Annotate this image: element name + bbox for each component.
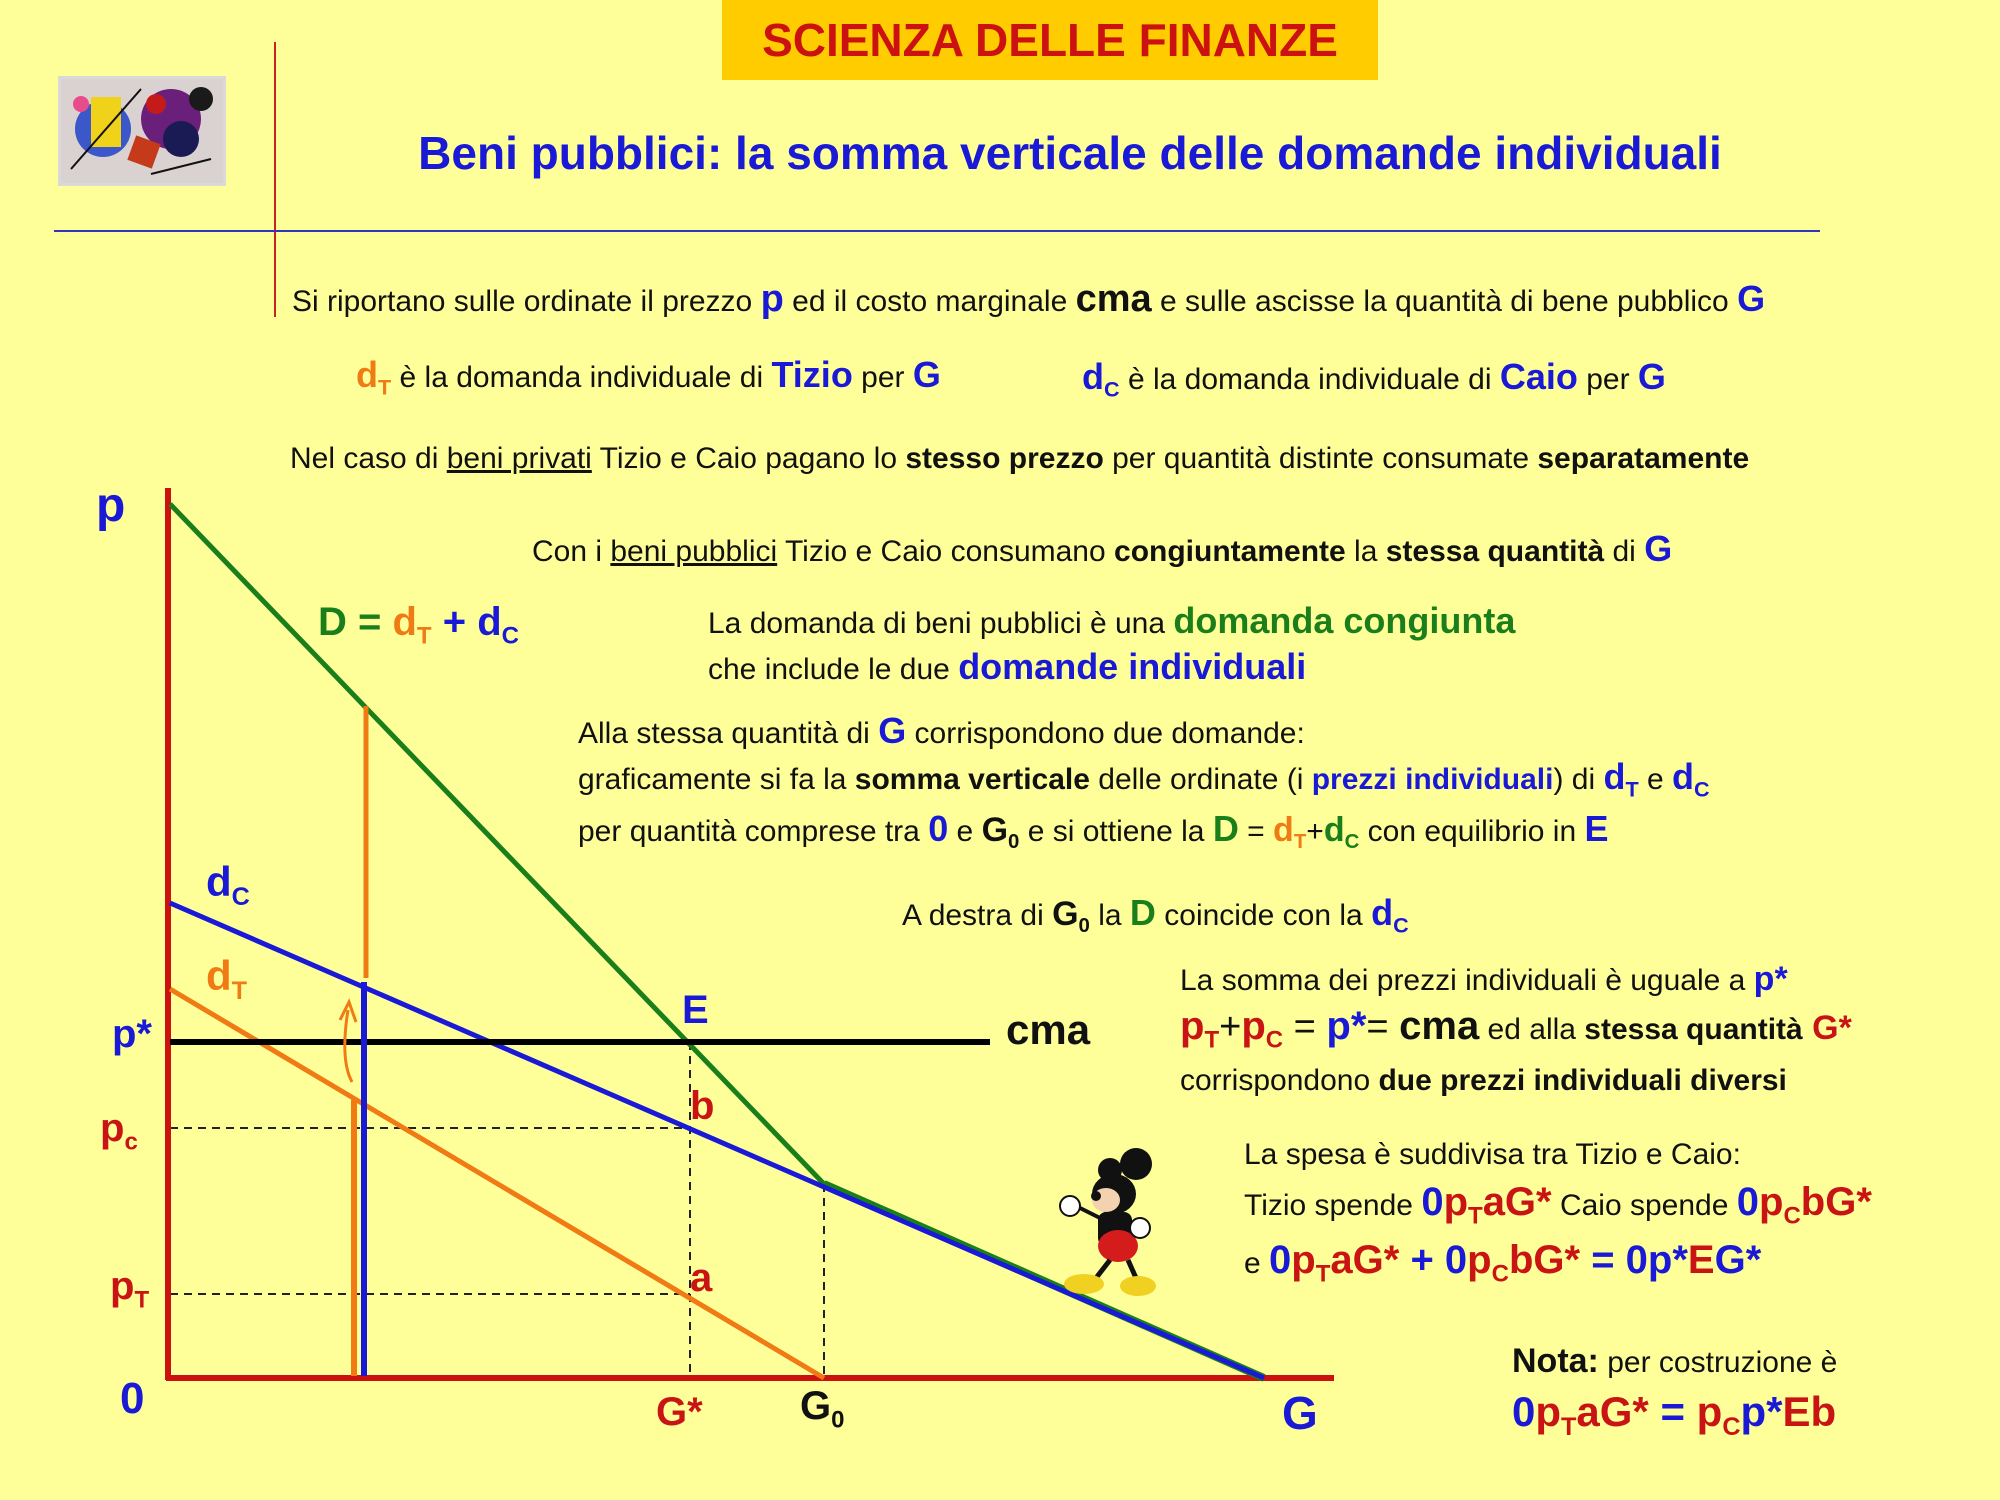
- formula-part: 0: [1512, 1388, 1536, 1435]
- bold-term: separatamente: [1537, 442, 1750, 475]
- intro-cma: cma: [1075, 278, 1152, 320]
- zero-symbol: 0: [928, 808, 949, 849]
- cma-symbol: cma: [1399, 1004, 1480, 1048]
- dc-sub: C: [1344, 831, 1360, 854]
- underlined-term: beni pubblici: [610, 535, 778, 568]
- definition-dc: [1082, 356, 1666, 402]
- plus-sign: +: [1399, 1238, 1445, 1282]
- text-part: La domanda di beni pubblici è una: [708, 607, 1174, 640]
- pt-tick: [110, 1264, 150, 1314]
- vertical-divider: [274, 42, 276, 317]
- intro-g: G: [1737, 278, 1766, 319]
- intro-part: Si riportano sulle ordinate il prezzo: [292, 285, 761, 318]
- equals-sign: =: [1366, 1006, 1400, 1048]
- dt-sub: T: [416, 622, 432, 650]
- D-curve-label: [318, 600, 519, 650]
- note-line1: [1512, 1342, 1837, 1381]
- formula-part: E: [1782, 1388, 1811, 1435]
- g-symbol: G: [878, 710, 907, 751]
- header-banner: [722, 0, 1378, 80]
- formula-part: p*: [1740, 1388, 1783, 1435]
- def-g: G: [912, 354, 941, 395]
- dc-symbol: d: [1371, 892, 1394, 933]
- point-a-label: a: [690, 1256, 713, 1300]
- text-part: Alla stessa quantità di: [578, 717, 879, 750]
- text-part: per quantità comprese tra: [578, 815, 929, 848]
- point-b-label: b: [690, 1084, 715, 1128]
- formula-sub: C: [1491, 1260, 1509, 1288]
- up-arrow-icon: [345, 1010, 352, 1082]
- text-part: graficamente si fa la: [578, 763, 855, 796]
- formula-sub: C: [1722, 1412, 1741, 1441]
- formula-part: aG*: [1330, 1238, 1400, 1282]
- text-part: La somma dei prezzi individuali è uguale a: [1180, 964, 1754, 997]
- g0-sub: 0: [1008, 831, 1020, 854]
- intro-part: e sulle ascisse la quantità di bene pubblico: [1151, 285, 1738, 318]
- intro-part: ed il costo marginale: [783, 285, 1076, 318]
- pstar-symbol: p*: [1326, 1004, 1367, 1048]
- formula-part: p: [1443, 1180, 1469, 1224]
- formula-part: p: [1535, 1388, 1562, 1435]
- course-title: SCIENZA DELLE FINANZE: [762, 14, 1338, 66]
- plus-sign: +: [1306, 815, 1324, 848]
- underlined-term: beni privati: [446, 442, 592, 475]
- bold-term: stessa quantità: [1584, 1013, 1803, 1046]
- point-E-label: E: [682, 988, 709, 1032]
- spending-line1: La spesa è suddivisa tra Tizio e Caio:: [1244, 1138, 1741, 1171]
- text-part: che include le due: [708, 653, 959, 686]
- pc-tick: [100, 1106, 138, 1156]
- text-part: Nel caso di: [290, 442, 447, 475]
- formula-sub: T: [1468, 1202, 1483, 1230]
- text-part: corrispondono due domande:: [906, 717, 1305, 750]
- intro-p: p: [760, 278, 784, 320]
- pc-sub: C: [1265, 1026, 1284, 1054]
- formula-part: p: [1467, 1238, 1492, 1282]
- page-title: Beni pubblici: la somma verticale delle domande individuali: [418, 127, 1722, 179]
- definition-dt: [356, 354, 941, 400]
- dt-symbol: d: [1603, 756, 1626, 797]
- text-part: corrispondono: [1180, 1064, 1379, 1097]
- text-part: Tizio spende: [1244, 1189, 1422, 1222]
- dc-sub: C: [1694, 776, 1710, 802]
- note-formula: [1512, 1388, 1837, 1441]
- joint-demand-term: domanda congiunta: [1173, 600, 1516, 641]
- note-label: Nota:: [1512, 1342, 1599, 1380]
- gstar-tick: G*: [656, 1390, 703, 1434]
- formula-part: E: [1687, 1238, 1715, 1282]
- individual-demands-term: domande individuali: [958, 646, 1307, 687]
- text-part: di: [1604, 535, 1645, 568]
- pstar-tick: p*: [112, 1012, 152, 1056]
- dt-sub: T: [378, 374, 392, 400]
- def-g: G: [1637, 356, 1666, 397]
- g0-sub: 0: [831, 1406, 845, 1434]
- text-part: Tizio e Caio consumano: [777, 535, 1115, 568]
- text-part: delle ordinate (i: [1089, 763, 1312, 796]
- dt-sub: T: [1293, 831, 1307, 854]
- bold-term: stesso prezzo: [905, 442, 1104, 475]
- tizio-name: Tizio: [771, 354, 853, 395]
- pt-sub: T: [134, 1286, 150, 1314]
- text-part: ) di: [1553, 763, 1604, 796]
- pc-symbol: p: [1241, 1004, 1266, 1048]
- dc-sub: C: [1393, 912, 1409, 938]
- formula-part: p: [1291, 1238, 1316, 1282]
- dt-symbol: d: [356, 354, 378, 395]
- plus-sign: +: [431, 600, 478, 644]
- y-axis-label: p: [96, 479, 126, 532]
- text-part: coincide con la: [1155, 899, 1372, 932]
- cma-label: cma: [1006, 1006, 1091, 1053]
- formula-part: 0: [1444, 1238, 1468, 1282]
- text-part: e: [1244, 1247, 1270, 1280]
- formula-part: bG*: [1508, 1238, 1581, 1282]
- g0-sub: 0: [1078, 915, 1090, 938]
- text-part: con equilibrio in: [1359, 815, 1585, 848]
- text-part: A destra di: [902, 899, 1053, 932]
- formula-part: aG*: [1576, 1388, 1649, 1435]
- formula-part: 0: [1625, 1238, 1648, 1282]
- dc-sub: C: [231, 882, 250, 911]
- text-part: per quantità distinte consumate: [1103, 442, 1538, 475]
- E-symbol: E: [1584, 808, 1609, 849]
- def-text: è la domanda individuale di: [1119, 363, 1500, 396]
- gstar-symbol: G*: [1802, 1009, 1852, 1047]
- bold-term: stessa quantità: [1385, 535, 1605, 568]
- formula-part: p*: [1647, 1238, 1688, 1282]
- formula-part: bG*: [1800, 1180, 1872, 1224]
- formula-part: aG*: [1482, 1180, 1552, 1224]
- formula-part: b: [1810, 1388, 1837, 1435]
- horizontal-divider: [54, 230, 1820, 232]
- formula-sub: T: [1315, 1260, 1331, 1288]
- pc-symbol: p: [100, 1106, 125, 1150]
- equals-sign: =: [1648, 1388, 1697, 1435]
- text-part: la: [1345, 535, 1386, 568]
- formula-part: 0: [1736, 1180, 1760, 1224]
- D-symbol: D: [1212, 808, 1239, 849]
- pt-sub: T: [1204, 1026, 1220, 1054]
- text-part: ed alla: [1479, 1013, 1585, 1046]
- formula-part: p: [1759, 1180, 1784, 1224]
- formula-part: 0: [1421, 1180, 1444, 1224]
- mickey-mouse-icon: [1060, 1148, 1156, 1296]
- dt-symbol: d: [392, 600, 417, 644]
- formula-part: G*: [1714, 1238, 1762, 1282]
- g0-symbol: G: [800, 1384, 832, 1428]
- caio-name: Caio: [1499, 356, 1578, 397]
- g0-symbol: G: [981, 811, 1009, 849]
- bold-term: due prezzi individuali diversi: [1378, 1064, 1787, 1097]
- dC-curve: [170, 903, 1264, 1378]
- pc-sub: c: [124, 1128, 138, 1156]
- formula-part: 0: [1269, 1238, 1292, 1282]
- text-part: =: [1238, 815, 1274, 848]
- painting-logo: [58, 76, 226, 186]
- def-text: per: [1577, 363, 1638, 396]
- formula-sub: C: [1783, 1202, 1801, 1230]
- def-text: per: [852, 361, 913, 394]
- dt-symbol: d: [206, 952, 232, 999]
- dt-sub: T: [231, 976, 248, 1005]
- bold-term: somma verticale: [854, 763, 1090, 796]
- pstar-symbol: p*: [1753, 960, 1788, 998]
- dc-sub: C: [501, 622, 519, 650]
- dC-curve-label: [206, 858, 250, 911]
- dt-sub: T: [1625, 776, 1639, 802]
- pt-symbol: p: [1180, 1004, 1205, 1048]
- origin-label: 0: [120, 1374, 145, 1423]
- formula-sub: T: [1561, 1412, 1577, 1441]
- text-part: Caio spende: [1551, 1189, 1737, 1222]
- g0-tick: [800, 1384, 845, 1434]
- formula-part: p: [1696, 1388, 1723, 1435]
- text-part: e si ottiene la: [1019, 815, 1213, 848]
- dc-symbol: d: [1672, 756, 1695, 797]
- text-part: e: [1638, 763, 1673, 796]
- text-part: e: [948, 815, 982, 848]
- D-label-text: D =: [318, 600, 393, 644]
- individual-prices-term: prezzi individuali: [1311, 763, 1554, 796]
- text-part: Tizio e Caio pagano lo: [591, 442, 906, 475]
- dt-symbol: d: [1273, 811, 1294, 849]
- D-symbol: D: [1129, 892, 1156, 933]
- bold-term: congiuntamente: [1114, 535, 1346, 568]
- dc-symbol: d: [477, 600, 502, 644]
- g-symbol: G: [1644, 528, 1673, 569]
- pt-symbol: p: [110, 1264, 135, 1308]
- g0-symbol: G: [1052, 895, 1079, 933]
- text-part: Con i: [532, 535, 611, 568]
- x-axis-label: G: [1282, 1387, 1318, 1439]
- plus-sign: +: [1219, 1006, 1242, 1048]
- dc-symbol: d: [1082, 356, 1104, 397]
- text-part: la: [1089, 899, 1130, 932]
- def-text: è la domanda individuale di: [391, 361, 772, 394]
- dc-sub: C: [1104, 376, 1120, 402]
- dc-symbol: d: [206, 858, 232, 905]
- text-part: per costruzione è: [1598, 1346, 1838, 1379]
- equals-sign: =: [1580, 1238, 1626, 1282]
- intro-text: [292, 278, 1765, 321]
- dT-curve-label: [206, 952, 248, 1005]
- equals-sign: =: [1283, 1006, 1327, 1048]
- dc-symbol: d: [1323, 811, 1345, 849]
